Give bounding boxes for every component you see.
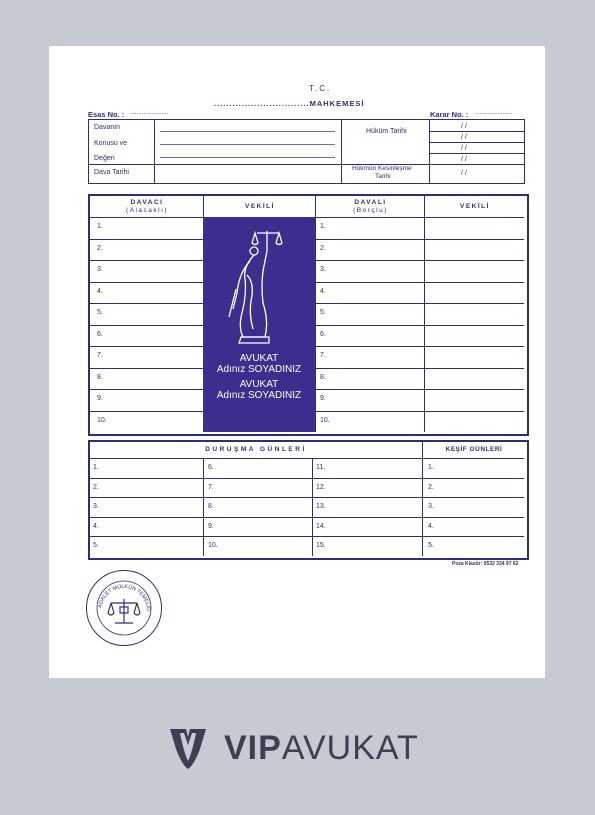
party-row-line [89, 217, 203, 218]
lady-justice-icon [203, 217, 315, 347]
davaci-row-number: 9. [97, 395, 103, 402]
hearing-day-number: 2. [93, 483, 99, 491]
hearing-day-number: 13. [316, 503, 326, 510]
kesif-header: KEŞİF GÜNLERİ [445, 446, 503, 453]
davali-header: DAVALI [354, 199, 387, 206]
party-row-line [89, 303, 203, 304]
hearing-day-number: 6. [208, 464, 214, 471]
vekili-header-1: VEKİLİ [245, 203, 275, 210]
davaci-row-number: 10. [97, 416, 107, 424]
party-row-line [89, 260, 203, 261]
hearing-day-number: 5. [428, 542, 434, 549]
hearing-day-number: 15. [316, 542, 326, 549]
hearing-day-number: 7. [208, 483, 214, 491]
durusma-header: DURUŞMA GÜNLERİ [205, 446, 307, 453]
karar-dots: ...................... [476, 110, 513, 116]
banner-name-1: Adınız SOYADINIZ [216, 364, 302, 375]
party-row-line [315, 368, 524, 369]
hearing-day-number: 4. [428, 522, 434, 530]
hearing-day-number: 5. [93, 542, 99, 549]
hearing-row-line [89, 497, 524, 498]
date-slash-1: / / [461, 123, 467, 130]
davaci-row-number: 5. [97, 309, 103, 316]
davaci-row-number: 4. [97, 287, 103, 295]
party-row-line [89, 389, 203, 390]
davali-row-number: 8. [320, 373, 326, 381]
dava-tarihi-label: Dava Tarihi [94, 169, 129, 176]
hearing-day-number: 14. [316, 522, 326, 530]
konusu-label: Konusu ve [94, 140, 128, 147]
hearing-day-number: 12. [316, 483, 326, 491]
davali-row-number: 9. [320, 395, 326, 402]
hearing-day-number: 1. [93, 464, 99, 471]
party-row-line [315, 217, 524, 218]
hearing-day-number: 10. [208, 542, 218, 549]
hearing-day-number: 2. [428, 483, 434, 491]
davali-row-number: 4. [320, 287, 326, 295]
brand-avukat: AVUKAT [281, 728, 419, 767]
brand-vip: VIP [224, 728, 282, 767]
brand-logo [166, 718, 419, 778]
party-row-line [315, 346, 524, 347]
davali-row-number: 10. [320, 416, 330, 424]
hearing-row-line [89, 458, 524, 459]
party-row-line [315, 303, 524, 304]
hearing-day-number: 4. [93, 522, 99, 530]
davaci-row-number: 1. [97, 223, 103, 230]
davaci-row-number: 2. [97, 244, 103, 252]
hearing-row-line [89, 478, 524, 479]
hearing-day-number: 1. [428, 464, 434, 471]
hearing-day-number: 3. [428, 503, 434, 510]
party-row-line [315, 239, 524, 240]
banner-title-2: AVUKAT [239, 379, 279, 390]
tc-title: T.C. [309, 84, 332, 93]
davali-row-number: 2. [320, 244, 326, 252]
hukum-tarihi-label: Hüküm Tarihi [366, 128, 407, 135]
svg-text:ADALET MÜLKÜN TEMELİDİR [87, 571, 152, 611]
party-row-line [315, 389, 524, 390]
party-row-line [89, 239, 203, 240]
date-slash-5: / / [461, 170, 467, 177]
davaci-row-number: 6. [97, 330, 103, 338]
party-row-line [89, 368, 203, 369]
davali-row-number: 7. [320, 352, 326, 359]
party-row-line [89, 325, 203, 326]
banner-title-1: AVUKAT [239, 353, 279, 364]
esas-dots: ....................... [130, 110, 169, 116]
esas-label: Esas No. : [88, 110, 125, 119]
hearing-day-number: 11. [316, 464, 326, 471]
davali-row-number: 5. [320, 309, 326, 316]
vekili-header-2: VEKİLİ [460, 203, 490, 210]
justice-seal [86, 570, 162, 646]
poza-contact: Poza Klasör: 0532 334 97 62 [452, 561, 519, 567]
hearing-day-number: 9. [208, 522, 214, 530]
hearing-day-number: 8. [208, 503, 214, 510]
davaci-row-number: 3. [97, 266, 103, 273]
davanin-label: Davanın [94, 124, 121, 131]
kesinlesme-label: Hükmün Kesinleşme [352, 165, 412, 172]
date-slash-2: / / [461, 134, 467, 141]
davaci-row-number: 7. [97, 352, 103, 359]
shield-v-icon [166, 723, 210, 773]
seal-text: ADALET MÜLKÜN TEMELİD [97, 583, 152, 612]
court-title: ...............................MAHKEMESİ [214, 99, 365, 108]
banner-name-2: Adınız SOYADINIZ [216, 390, 302, 401]
davaci-header: DAVACI [130, 199, 164, 206]
degeri-label: Değeri [94, 155, 115, 162]
davali-row-number: 3. [320, 266, 326, 273]
scales-icon [87, 571, 161, 645]
hearing-row-line [89, 536, 524, 537]
hearing-day-number: 3. [93, 503, 99, 510]
party-row-line [315, 325, 524, 326]
date-slash-4: / / [461, 156, 467, 163]
party-row-line [315, 282, 524, 283]
party-row-line [89, 411, 203, 412]
davaci-row-number: 8. [97, 373, 103, 381]
karar-label: Karar No. : [430, 110, 469, 119]
party-row-line [89, 346, 203, 347]
party-row-line [315, 411, 524, 412]
party-row-line [315, 260, 524, 261]
borclu-header: (Borçlu) [353, 207, 388, 214]
davali-row-number: 1. [320, 223, 326, 230]
alacakli-header: (Alacaklı) [125, 207, 169, 214]
davali-row-number: 6. [320, 330, 326, 338]
party-row-line [89, 282, 203, 283]
hearing-row-line [89, 517, 524, 518]
lawyer-banner [203, 217, 315, 432]
kesinlesme-tarihi-label: Tarihi [375, 173, 391, 180]
date-slash-3: / / [461, 145, 467, 152]
